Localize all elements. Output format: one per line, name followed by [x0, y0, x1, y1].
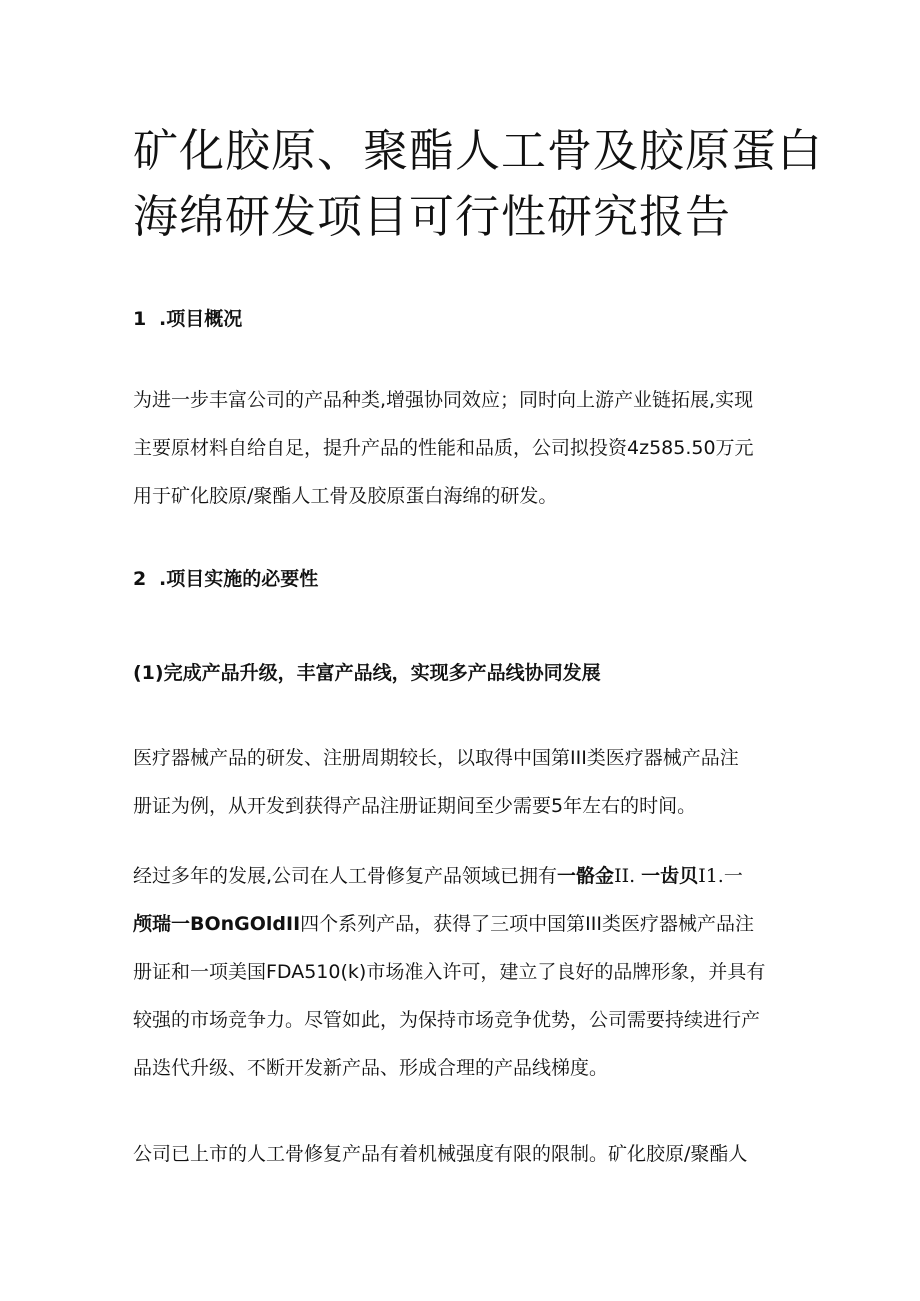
section-2-number: 2 — [133, 568, 147, 590]
text-run: 四个系列产品，获得了三项中国第III类医疗器械产品注 — [300, 913, 754, 935]
section-2-paragraph-3 — [133, 1130, 803, 1178]
product-name: 一齿贝 — [641, 865, 699, 887]
paragraph-line: 医疗器械产品的研发、注册周期较长，以取得中国第III类医疗器械产品注 — [133, 747, 739, 769]
paragraph-line: 册证为例，从开发到获得产品注册证期间至少需要5年左右的时间。 — [133, 795, 697, 817]
section-1-title: .项目概况 — [159, 308, 243, 330]
section-2-heading — [133, 566, 318, 592]
paragraph-line: 为进一步丰富公司的产品种类,增强协同效应；同时向上游产业链拓展,实现 — [133, 389, 754, 411]
paragraph-line: 公司已上市的人工骨修复产品有着机械强度有限的限制。矿化胶原/聚酯人 — [133, 1143, 748, 1165]
section-1-number: 1 — [133, 308, 147, 330]
title-line-2: 海绵研发项目可行性研究报告 — [133, 190, 732, 243]
paragraph-line: 品迭代升级、不断开发新产品、形成合理的产品线梯度。 — [133, 1057, 609, 1079]
product-name: 颅瑞一BOnGOldII — [133, 913, 301, 935]
section-2-subheading: (1)完成产品升级，丰富产品线，实现多产品线协同发展 — [133, 662, 601, 684]
section-2-title: .项目实施的必要性 — [159, 568, 319, 590]
title-line-1: 矿化胶原、聚酯人工骨及胶原蛋白 — [133, 124, 824, 177]
text-run: II. — [614, 865, 636, 887]
paragraph-line — [133, 900, 803, 948]
section-1-paragraph — [133, 376, 803, 520]
text-run: I1.一 — [698, 865, 743, 887]
paragraph-line: 册证和一项美国FDA510(k)市场准入许可，建立了良好的品牌形象，并具有 — [133, 961, 766, 983]
product-name: 一骼金 — [557, 865, 615, 887]
paragraph-line: 较强的市场竞争力。尽管如此，为保持市场竞争优势，公司需要持续进行产 — [133, 1009, 761, 1031]
paragraph-line: 用于矿化胶原/聚酯人工骨及胶原蛋白海绵的研发。 — [133, 485, 558, 507]
section-2-paragraph-1 — [133, 734, 803, 830]
document-title — [133, 118, 824, 250]
section-2-paragraph-2 — [133, 852, 803, 1092]
paragraph-line — [133, 852, 803, 900]
text-run: 经过多年的发展,公司在人工骨修复产品领域已拥有 — [133, 865, 558, 887]
paragraph-line: 主要原材料自给自足，提升产品的性能和品质，公司拟投资4z585.50万元 — [133, 437, 754, 459]
section-1-heading — [133, 306, 242, 332]
